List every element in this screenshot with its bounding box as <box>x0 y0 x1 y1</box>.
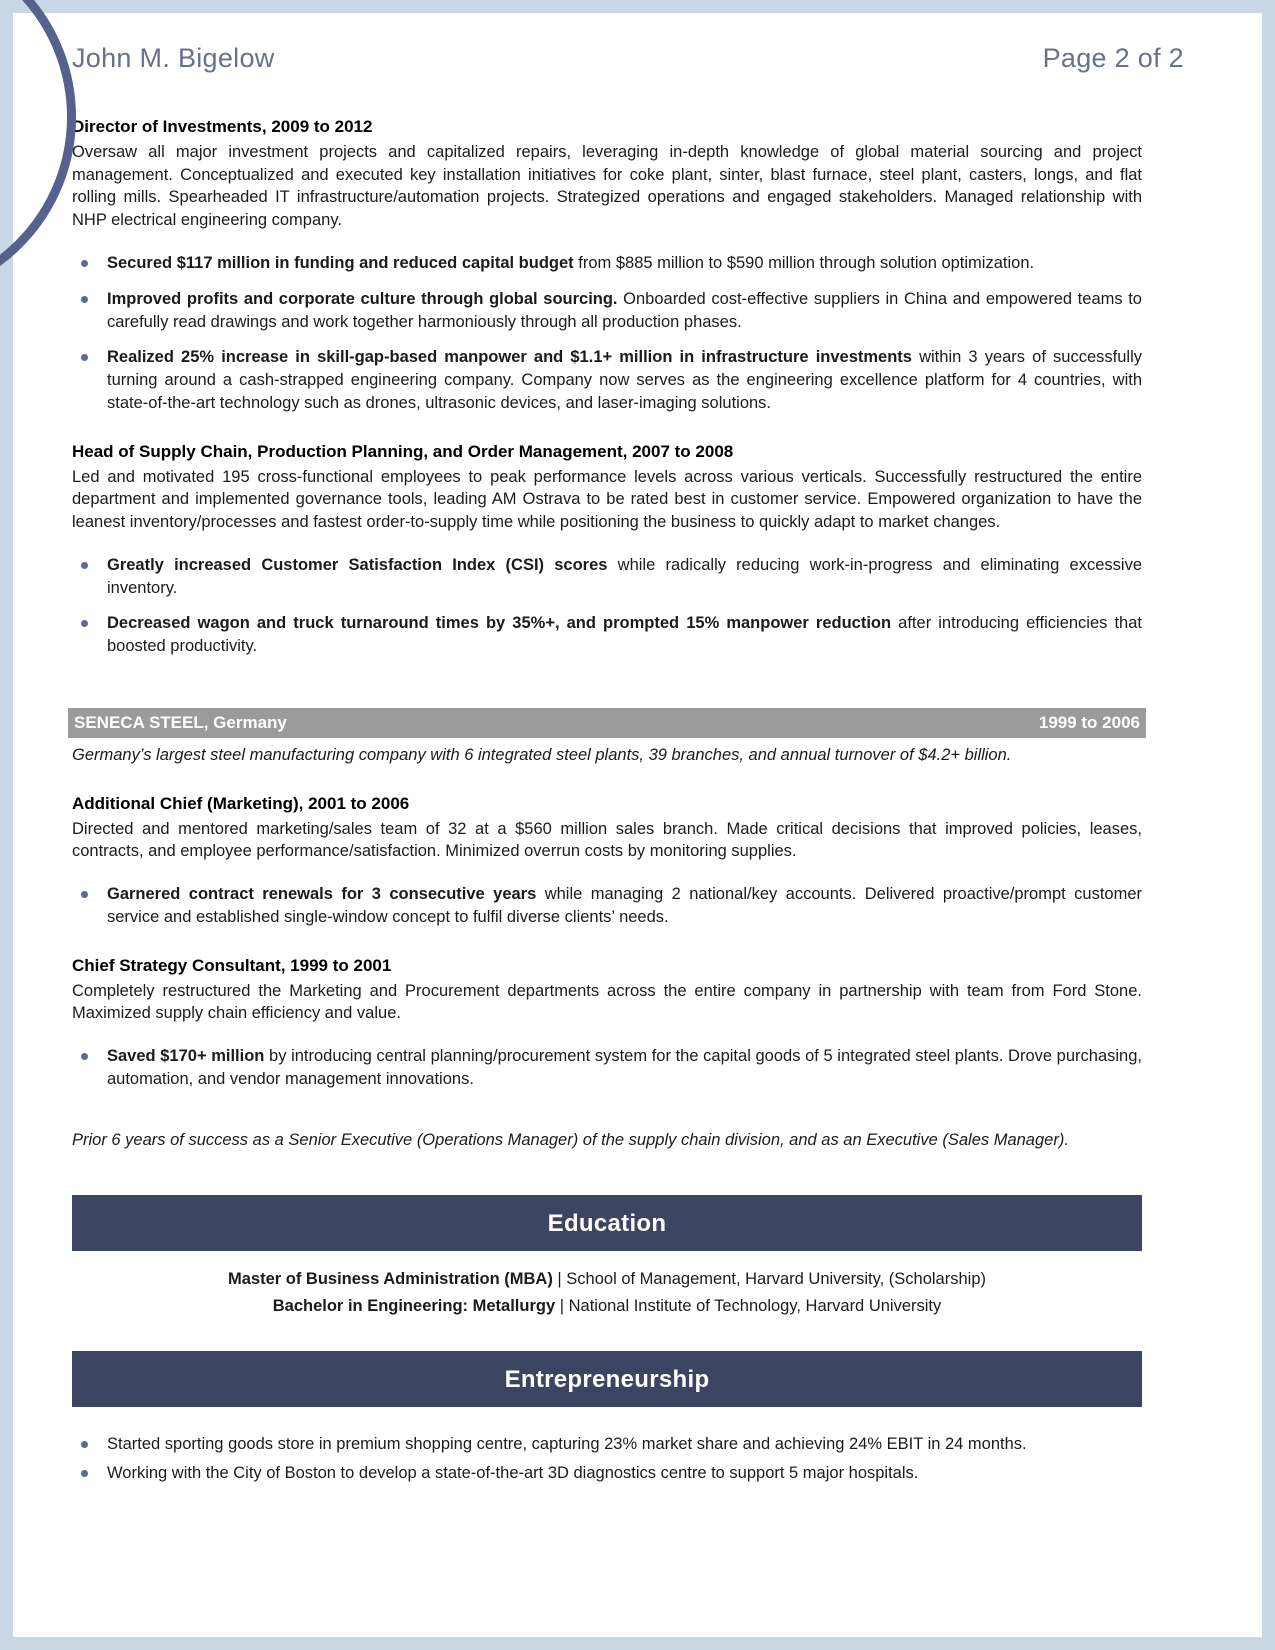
candidate-name: John M. Bigelow <box>72 43 275 73</box>
entrepreneurship-text: Started sporting goods store in premium shopping centre, capturing 23% market share and achieving 24% EBIT in 24 months. <box>107 1435 1027 1454</box>
achievement-highlight: Secured $117 million in funding and reduced capital budget <box>107 254 574 272</box>
role-section-head-of-supply-chain <box>72 441 1142 658</box>
achievement-list <box>72 883 1142 929</box>
entrepreneurship-item <box>72 1462 1142 1485</box>
role-title: Chief Strategy Consultant, 1999 to 2001 <box>72 955 392 975</box>
role-title: Director of Investments, 2009 to 2012 <box>72 117 373 136</box>
degree-name: Master of Business Administration (MBA) <box>227 1270 553 1289</box>
achievement-text: Onboarded cost-effective suppliers in China and empowered teams to carefully read drawings and work together harmoniously through all production phases. <box>107 289 1142 331</box>
bullet-icon <box>81 620 88 627</box>
education-entry <box>72 1266 1142 1292</box>
role-section-additional-chief-marketing <box>72 793 1142 929</box>
page-indicator: Page 2 of 2 <box>1042 43 1184 73</box>
role-summary: Oversaw all major investment projects and capitalized repairs, leveraging in-depth knowledge of global material sourcing and project management. Conceptualized and executed key installation initiatives for coke plant, sinter, blast furnace, steel plant, casters, longs, and flat rolling mills. Spearheaded IT infrastructure/automation projects. Strategized operations and engaged stakeholders. Managed relationship with NHP electrical engineering company. <box>72 142 1142 230</box>
company-header-bar <box>68 708 1146 738</box>
resume-content <box>13 74 1262 1485</box>
achievement-text: while managing 2 national/key accounts. Delivered proactive/prompt customer service and established single-window concept to fulfil diverse clients’ needs. <box>107 885 1143 926</box>
entrepreneurship-banner: Entrepreneurship <box>72 1351 1142 1407</box>
achievement-highlight: Decreased wagon and truck turnaround times by 35%+, and prompted 15% manpower reduction <box>107 614 892 633</box>
achievement-highlight: Garnered contract renewals for 3 consecutive years <box>107 885 537 904</box>
role-summary: Led and motivated 195 cross-functional employees to peak performance levels across various verticals. Successfully restructured the entire department and implemented governance tools, leading AM Ostrava to be rated best in customer service. Empowered organization to have the leanest inventory/processes and fastest order-to-supply time while positioning the business to quickly adapt to market changes. <box>72 467 1142 532</box>
achievement-item <box>72 1045 1142 1091</box>
role-section-chief-strategy-consultant <box>72 955 1142 1091</box>
prior-experience-note: Prior 6 years of success as a Senior Executive (Operations Manager) of the supply chain division, and as an Executive (Sales Manager). <box>72 1130 1069 1149</box>
achievement-highlight: Greatly increased Customer Satisfaction Index (CSI) scores <box>107 555 608 574</box>
bullet-icon <box>81 260 88 267</box>
achievement-text: while radically reducing work-in-progress and eliminating excessive inventory. <box>107 555 1142 597</box>
role-title: Additional Chief (Marketing), 2001 to 2006 <box>72 793 410 813</box>
page-header <box>13 13 1262 74</box>
resume-page <box>13 13 1262 1637</box>
role-section-director-of-investments <box>72 116 1142 415</box>
achievement-list <box>72 252 1142 415</box>
bullet-icon <box>81 1441 88 1448</box>
bullet-icon <box>81 296 88 303</box>
education-entries <box>72 1266 1142 1319</box>
role-title: Head of Supply Chain, Production Planning, and Order Management, 2007 to 2008 <box>72 441 734 461</box>
role-summary: Completely restructured the Marketing and Procurement departments across the entire company in partnership with team from Ford Stone. Maximized supply chain efficiency and value. <box>72 981 1142 1023</box>
company-tagline: Germany’s largest steel manufacturing company with 6 integrated steel plants, 39 branches, and annual turnover of $4.2+ billion. <box>72 745 1012 764</box>
education-entry <box>72 1293 1142 1319</box>
bullet-icon <box>81 562 88 569</box>
entrepreneurship-item <box>72 1433 1142 1456</box>
company-name: SENECA STEEL, Germany <box>74 713 287 733</box>
achievement-item <box>72 554 1142 600</box>
achievement-text: after introducing efficiencies that boosted productivity. <box>107 614 1142 656</box>
entrepreneurship-list <box>72 1433 1142 1485</box>
achievement-item <box>72 612 1142 658</box>
degree-institution: | School of Management, Harvard University, (Scholarship) <box>552 1270 986 1289</box>
achievement-text: by introducing central planning/procurement system for the capital goods of 5 integrated steel plants. Drove purchasing, automation, and vendor management innovations. <box>107 1047 1142 1088</box>
bullet-icon <box>81 1470 88 1477</box>
achievement-item <box>72 883 1142 929</box>
achievement-item <box>72 252 1142 275</box>
achievement-list <box>72 554 1142 658</box>
degree-name: Bachelor in Engineering: Metallurgy <box>272 1296 556 1315</box>
achievement-highlight: Saved $170+ million <box>107 1047 265 1066</box>
bullet-icon <box>81 354 88 361</box>
achievement-highlight: Realized 25% increase in skill-gap-based manpower and $1.1+ million in infrastructure investments <box>107 348 912 367</box>
company-dates: 1999 to 2006 <box>1038 713 1140 733</box>
entrepreneurship-text: Working with the City of Boston to develop a state-of-the-art 3D diagnostics centre to support 5 major hospitals. <box>107 1463 919 1482</box>
bullet-icon <box>81 891 88 898</box>
achievement-highlight: Improved profits and corporate culture through global sourcing. <box>107 289 618 308</box>
degree-institution: | National Institute of Technology, Harvard University <box>555 1296 942 1315</box>
education-banner: Education <box>72 1195 1142 1251</box>
achievement-list <box>72 1045 1142 1091</box>
achievement-item <box>72 346 1142 414</box>
achievement-text: from $885 million to $590 million through solution optimization. <box>573 254 1035 272</box>
bullet-icon <box>81 1053 88 1060</box>
achievement-item <box>72 288 1142 334</box>
role-summary: Directed and mentored marketing/sales team of 32 at a $560 million sales branch. Made critical decisions that improved policies, leases, contracts, and employee performance/satisfaction. Minimized overrun costs by monitoring supplies. <box>72 819 1142 861</box>
achievement-text: within 3 years of successfully turning around a cash-strapped engineering company. Company now serves as the engineering excellence platform for 4 countries, with state-of-the-art technology such as drones, ultrasonic devices, and laser-imaging solutions. <box>107 348 1142 412</box>
